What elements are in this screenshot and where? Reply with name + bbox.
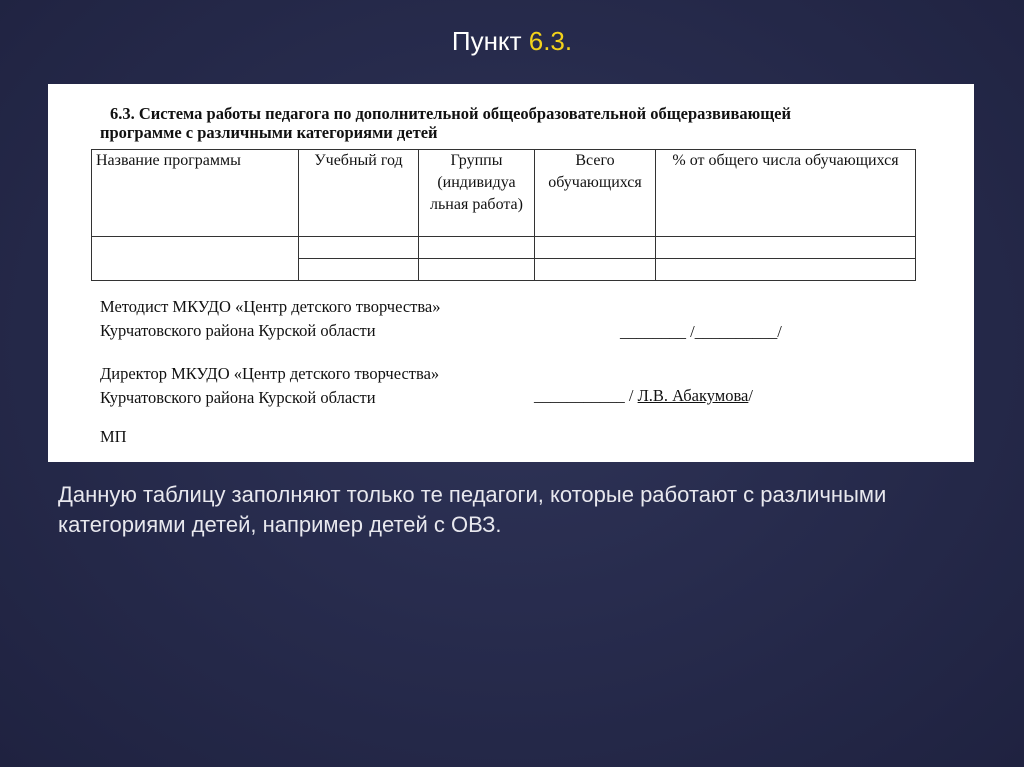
- table-cell: [299, 237, 419, 259]
- header-total-students: Всего обучающихся: [535, 150, 656, 237]
- slide-title-prefix: Пункт: [451, 26, 529, 56]
- table-cell: [419, 259, 535, 281]
- director-line-2: Курчатовского района Курской области: [100, 388, 376, 407]
- director-blank-suffix: /: [748, 386, 753, 405]
- methodist-signature-blank: ________ /__________/: [620, 322, 782, 341]
- director-name: Л.В. Абакумова: [637, 386, 749, 405]
- slide-title: [0, 26, 1024, 57]
- header-groups: Группы (индивидуа льная работа): [419, 150, 535, 237]
- slide-title-number: 6.3.: [528, 26, 573, 56]
- director-blank-prefix: ___________ /: [534, 386, 638, 405]
- table-cell: [535, 259, 656, 281]
- table-cell: [656, 237, 916, 259]
- table-cell: [299, 259, 419, 281]
- heading-line-1: 6.3. Система работы педагога по дополнительной общеобразовательной общеразвивающей: [110, 104, 791, 123]
- header-program-name: Название программы: [92, 150, 299, 237]
- director-signature-line: [534, 386, 753, 406]
- director-line-1: Директор МКУДО «Центр детского творчества»: [100, 364, 440, 383]
- table-cell: [92, 237, 299, 281]
- director-signature-block: [100, 362, 439, 410]
- table-header-row: [92, 150, 916, 237]
- heading-line-2: программе с различными категориями детей: [100, 123, 438, 142]
- header-academic-year: Учебный год: [299, 150, 419, 237]
- methodist-line-1: Методист МКУДО «Центр детского творчества»: [100, 297, 441, 316]
- methodist-signature-block: [100, 295, 441, 343]
- table-cell: [419, 237, 535, 259]
- slide-caption: Данную таблицу заполняют только те педагоги, которые работают с различными категориями детей, например детей с ОВЗ.: [58, 482, 887, 537]
- document-image: [48, 84, 974, 462]
- report-table: [91, 149, 916, 281]
- methodist-line-2: Курчатовского района Курской области: [100, 321, 376, 340]
- table-cell: [535, 237, 656, 259]
- document-heading: [100, 104, 930, 142]
- table-row: [92, 237, 916, 259]
- header-percent: % от общего числа обучающихся: [656, 150, 916, 237]
- table-cell: [656, 259, 916, 281]
- stamp-label: МП: [100, 427, 127, 446]
